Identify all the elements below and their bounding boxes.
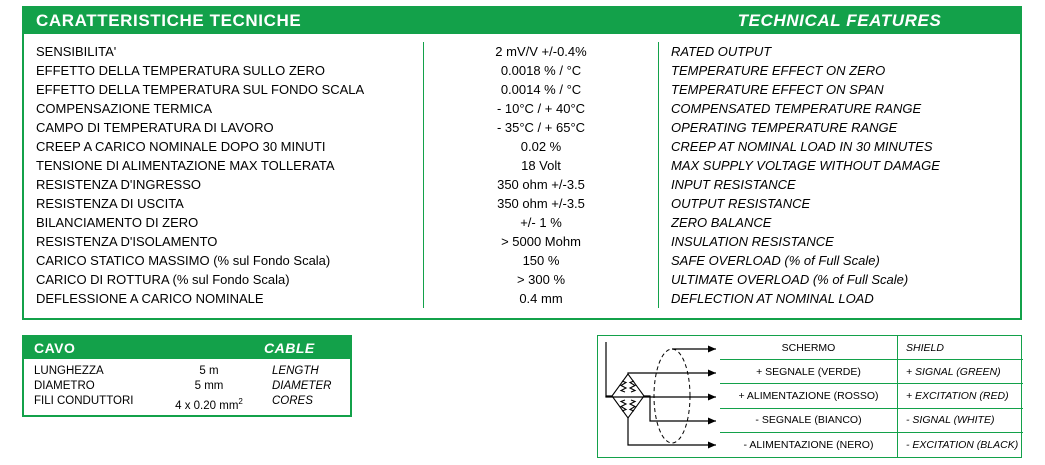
wiring-label-italian: - SEGNALE (BIANCO) (720, 409, 898, 432)
spec-value: - 35°C / + 65°C (496, 120, 586, 135)
spec-value: 350 ohm +/-3.5 (497, 177, 585, 192)
cable-value-superscript: 2 (238, 397, 243, 406)
cable-title-italian: CAVO (34, 340, 76, 356)
spec-value: 0.4 mm (519, 291, 563, 306)
wiring-label-italian: + ALIMENTAZIONE (ROSSO) (720, 384, 898, 407)
spec-value: > 5000 Mohm (501, 234, 581, 249)
spec-label-en: ZERO BALANCE (671, 215, 772, 230)
cable-label-en: DIAMETER (272, 380, 332, 392)
spec-label: DEFLESSIONE A CARICO NOMINALE (36, 291, 264, 306)
cable-value-text: 4 x 0.20 mm (175, 399, 239, 412)
column-values (424, 42, 659, 308)
shield-outline-icon (654, 349, 690, 443)
spec-label-en: SAFE OVERLOAD (% of Full Scale) (671, 253, 880, 268)
technical-features-table (22, 6, 1022, 320)
technical-features-body (24, 34, 1020, 318)
spec-label-en: OUTPUT RESISTANCE (671, 196, 811, 211)
wiring-row (720, 384, 1023, 408)
cable-table (22, 335, 352, 417)
spec-value: > 300 % (516, 272, 566, 287)
column-english-labels (659, 42, 1020, 308)
spec-label-en: OPERATING TEMPERATURE RANGE (671, 120, 898, 135)
spec-value: 18 Volt (521, 158, 561, 173)
cable-label: FILI CONDUTTORI (34, 395, 134, 407)
spec-value: 2 mV/V +/-0.4% (495, 44, 587, 59)
wiring-label-english: - SIGNAL (WHITE) (906, 414, 995, 427)
wheatstone-bridge-diagram (598, 336, 720, 457)
cable-body (24, 359, 350, 415)
cable-value: 5 m (199, 365, 219, 377)
cable-column-english (264, 364, 350, 409)
spec-label: EFFETTO DELLA TEMPERATURA SULLO ZERO (36, 63, 325, 78)
cable-label-en: CORES (272, 395, 313, 407)
spec-label-en: DEFLECTION AT NOMINAL LOAD (671, 291, 874, 306)
spec-label: TENSIONE DI ALIMENTAZIONE MAX TOLLERATA (36, 158, 335, 173)
wiring-label-english: + EXCITATION (RED) (906, 389, 1009, 402)
cable-label-en: LENGTH (272, 365, 319, 377)
cable-title-english: CABLE (264, 340, 315, 356)
arrowheads-icon (708, 346, 716, 449)
cable-label: DIAMETRO (34, 380, 95, 392)
spec-label: RESISTENZA DI USCITA (36, 196, 184, 211)
cable-header (24, 337, 350, 359)
technical-features-header (24, 8, 1020, 34)
lead-wires-icon (606, 342, 716, 445)
wiring-row (720, 433, 1023, 457)
spec-label: CAMPO DI TEMPERATURA DI LAVORO (36, 120, 274, 135)
wiring-label-italian: + SEGNALE (VERDE) (720, 360, 898, 383)
bridge-resistors-icon (612, 374, 644, 418)
column-italian-labels (24, 42, 424, 308)
wiring-row (720, 360, 1023, 384)
spec-label: SENSIBILITA' (36, 44, 117, 59)
cable-value (154, 394, 264, 412)
spec-label-en: COMPENSATED TEMPERATURE RANGE (671, 101, 922, 116)
spec-label-en: INSULATION RESISTANCE (671, 234, 834, 249)
wiring-row (720, 409, 1023, 433)
spec-value: - 10°C / + 40°C (496, 101, 586, 116)
spec-label: CARICO DI ROTTURA (% sul Fondo Scala) (36, 272, 290, 287)
cable-value: 5 mm (194, 380, 224, 392)
spec-label: COMPENSAZIONE TERMICA (36, 101, 213, 116)
spec-value: 0.0018 % / °C (500, 63, 582, 78)
cable-header-spacer (154, 337, 264, 359)
wiring-label-english: SHIELD (906, 341, 944, 354)
cable-label: LUNGHEZZA (34, 365, 104, 377)
spec-value: 350 ohm +/-3.5 (497, 196, 585, 211)
spec-label: BILANCIAMENTO DI ZERO (36, 215, 199, 230)
spec-label: EFFETTO DELLA TEMPERATURA SUL FONDO SCALA (36, 82, 365, 97)
header-title-english: TECHNICAL FEATURES (737, 11, 942, 30)
spec-label: CARICO STATICO MASSIMO (% sul Fondo Scala) (36, 253, 331, 268)
spec-label-en: ULTIMATE OVERLOAD (% of Full Scale) (671, 272, 909, 287)
cable-column-italian (24, 364, 154, 409)
spec-label-en: MAX SUPPLY VOLTAGE WITHOUT DAMAGE (671, 158, 940, 173)
spec-label-en: INPUT RESISTANCE (671, 177, 796, 192)
wiring-row (720, 336, 1023, 360)
header-spacer (424, 8, 659, 34)
spec-value: 0.02 % (520, 139, 562, 154)
spec-label: CREEP A CARICO NOMINALE DOPO 30 MINUTI (36, 139, 326, 154)
cable-column-values (154, 364, 264, 412)
wiring-label-english: - EXCITATION (BLACK) (906, 438, 1019, 451)
spec-label-en: CREEP AT NOMINAL LOAD IN 30 MINUTES (671, 139, 933, 154)
wiring-label-english: + SIGNAL (GREEN) (906, 365, 1001, 378)
header-title-italian: CARATTERISTICHE TECNICHE (36, 11, 302, 30)
spec-label-en: TEMPERATURE EFFECT ON ZERO (671, 63, 886, 78)
spec-label-en: RATED OUTPUT (671, 44, 772, 59)
spec-label: RESISTENZA D'ISOLAMENTO (36, 234, 218, 249)
spec-value: 0.0014 % / °C (500, 82, 582, 97)
spec-value: +/- 1 % (520, 215, 562, 230)
wiring-label-italian: - ALIMENTAZIONE (NERO) (720, 433, 898, 457)
wiring-label-italian: SCHERMO (720, 336, 898, 359)
wiring-diagram-block (597, 335, 1022, 458)
spec-label: RESISTENZA D'INGRESSO (36, 177, 202, 192)
wiring-legend-table (720, 336, 1023, 457)
spec-label-en: TEMPERATURE EFFECT ON SPAN (671, 82, 884, 97)
spec-value: 150 % (522, 253, 560, 268)
